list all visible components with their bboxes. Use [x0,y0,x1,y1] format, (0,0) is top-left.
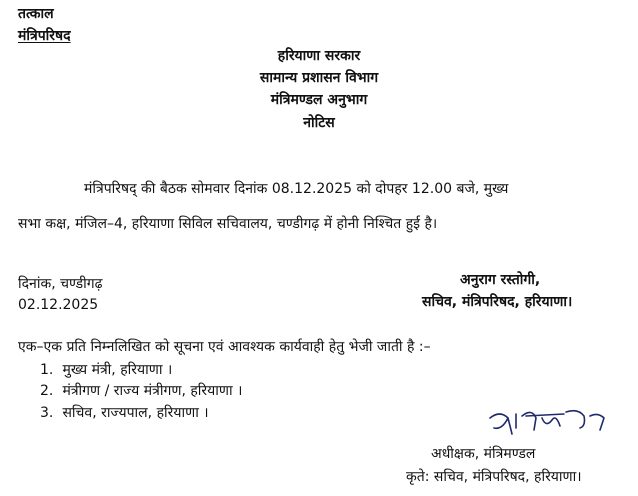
superintendent-title: अधीक्षक, मंत्रिमण्डल [431,446,536,462]
copy-intro: एक–एक प्रति निम्नलिखित को सूचना एवं आवश्यक कार्यवाही हेतु भेजी जाती है :– [18,339,431,355]
council-label: मंत्रिपरिषद [18,28,71,44]
urgent-label: तत्काल [18,6,54,22]
section-title: मंत्रिमण्डल अनुभाग [270,92,368,108]
list-item-number: 1. [40,362,54,378]
signatory-designation: सचिव, मंत्रिपरिषद, हरियाणा। [422,294,573,310]
notice-title: नोटिस [303,115,335,131]
handwritten-signature [486,404,612,442]
signatory-name: अनुराग रस्तोगी, [460,272,541,288]
date-place-label: दिनांक, चण्डीगढ़ [18,276,103,292]
list-item-number: 2. [40,383,54,399]
list-item [40,381,242,400]
list-item-text: सचिव, राज्यपाल, हरियाणा । [62,405,209,421]
list-item [40,403,209,422]
list-item-text: मुख्य मंत्री, हरियाणा । [62,362,173,378]
on-behalf-line: कृते: सचिव, मंत्रिपरिषद, हरियाणा। [406,469,582,485]
body-paragraph-line1: मंत्रिपरिषद् की बैठक सोमवार दिनांक 08.12.2025 को दोपहर 12.00 बजे, मुख्य [84,181,509,197]
list-item-text: मंत्रीगण / राज्य मंत्रीगण, हरियाणा । [62,383,243,399]
government-title: हरियाणा सरकार [277,48,361,64]
list-item-number: 3. [40,405,54,421]
list-item [40,360,172,379]
body-paragraph-line2: सभा कक्ष, मंजिल–4, हरियाणा सिविल सचिवालय, चण्डीगढ़ में होनी निश्चित हुई है। [18,216,438,232]
department-title: सामान्य प्रशासन विभाग [259,70,379,86]
issue-date: 02.12.2025 [18,297,99,313]
